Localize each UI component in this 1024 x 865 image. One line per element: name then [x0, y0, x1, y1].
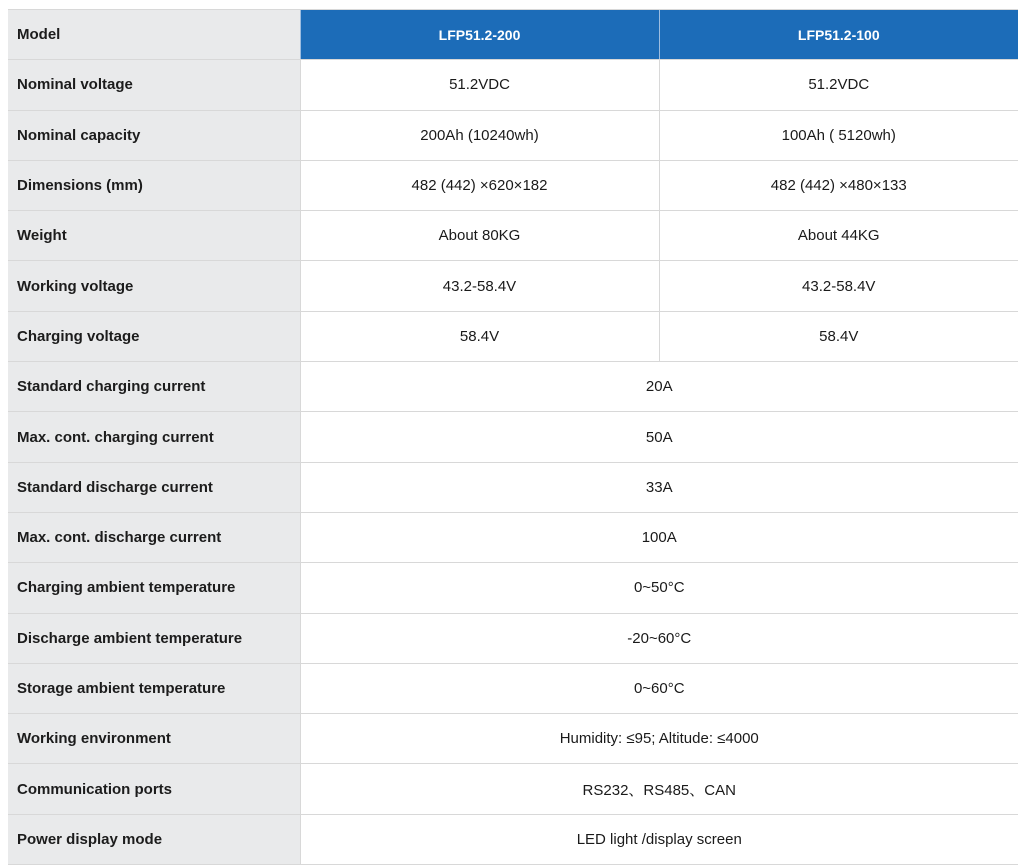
model-b-value: 100Ah ( 5120wh) [659, 110, 1018, 160]
row-label: Nominal capacity [8, 110, 300, 160]
shared-value: LED light /display screen [300, 814, 1018, 864]
table-row [8, 110, 1018, 160]
row-label: Dimensions (mm) [8, 160, 300, 210]
table-row [8, 261, 1018, 311]
shared-value: 100A [300, 512, 1018, 562]
row-label: Working environment [8, 714, 300, 764]
shared-value: 33A [300, 462, 1018, 512]
row-label: Max. cont. charging current [8, 412, 300, 462]
row-label: Weight [8, 211, 300, 261]
shared-value: 50A [300, 412, 1018, 462]
model-a-value: 200Ah (10240wh) [300, 110, 659, 160]
model-b-header: LFP51.2-100 [659, 10, 1018, 60]
table-row [8, 462, 1018, 512]
model-a-value: 482 (442) ×620×182 [300, 160, 659, 210]
row-label: Storage ambient temperature [8, 663, 300, 713]
model-a-value: 51.2VDC [300, 60, 659, 110]
shared-value: RS232、RS485、CAN [300, 764, 1018, 814]
table-row [8, 362, 1018, 412]
row-label: Working voltage [8, 261, 300, 311]
table-row [8, 412, 1018, 462]
row-label: Charging ambient temperature [8, 563, 300, 613]
table-row [8, 160, 1018, 210]
row-label: Nominal voltage [8, 60, 300, 110]
shared-value: Humidity: ≤95; Altitude: ≤4000 [300, 714, 1018, 764]
model-b-value: 51.2VDC [659, 60, 1018, 110]
model-a-header: LFP51.2-200 [300, 10, 659, 60]
header-label: Model [8, 10, 300, 60]
table-row [8, 563, 1018, 613]
shared-value: 0~60°C [300, 663, 1018, 713]
model-b-value: 43.2-58.4V [659, 261, 1018, 311]
shared-value: 20A [300, 362, 1018, 412]
spec-table [8, 9, 1018, 865]
row-label: Standard discharge current [8, 462, 300, 512]
model-b-value: 58.4V [659, 311, 1018, 361]
table-row [8, 613, 1018, 663]
table-row [8, 60, 1018, 110]
table-row [8, 311, 1018, 361]
row-label: Max. cont. discharge current [8, 512, 300, 562]
shared-value: 0~50°C [300, 563, 1018, 613]
model-b-value: 482 (442) ×480×133 [659, 160, 1018, 210]
table-row [8, 764, 1018, 814]
row-label: Power display mode [8, 814, 300, 864]
row-label: Standard charging current [8, 362, 300, 412]
table-row [8, 211, 1018, 261]
model-a-value: 58.4V [300, 311, 659, 361]
model-b-value: About 44KG [659, 211, 1018, 261]
model-a-value: About 80KG [300, 211, 659, 261]
header-row [8, 10, 1018, 60]
table-row [8, 714, 1018, 764]
row-label: Discharge ambient temperature [8, 613, 300, 663]
row-label: Communication ports [8, 764, 300, 814]
model-a-value: 43.2-58.4V [300, 261, 659, 311]
row-label: Charging voltage [8, 311, 300, 361]
table-row [8, 814, 1018, 864]
table-row [8, 663, 1018, 713]
shared-value: -20~60°C [300, 613, 1018, 663]
table-row [8, 512, 1018, 562]
